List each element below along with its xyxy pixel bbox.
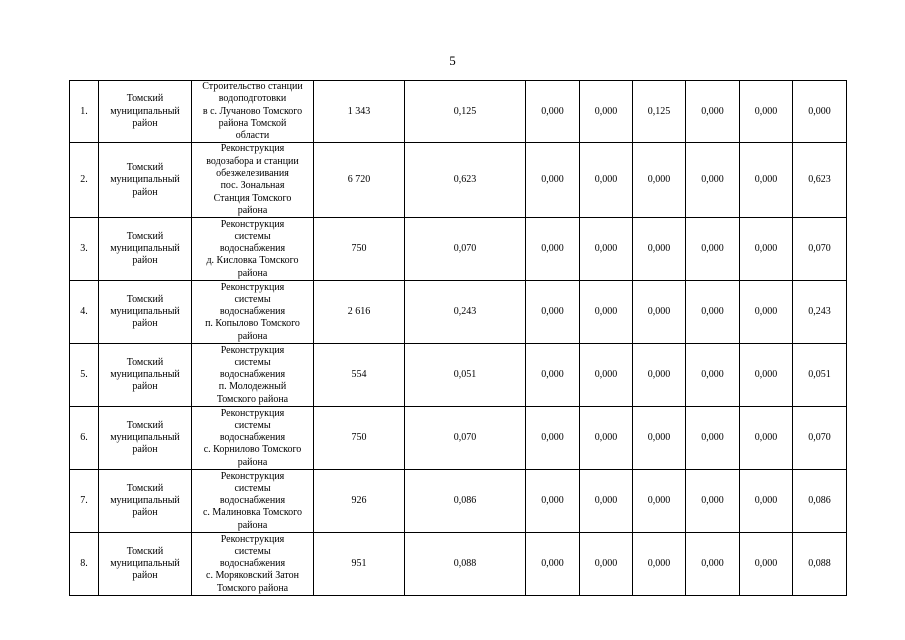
description-line: водоснабжения — [219, 432, 286, 444]
description-line: района — [237, 456, 268, 468]
table-row — [70, 407, 847, 470]
value-cell: 0,000 — [740, 407, 793, 470]
value-cell: 0,000 — [526, 470, 580, 533]
table-row — [70, 470, 847, 533]
description-line: системы — [234, 482, 271, 494]
data-table — [69, 80, 847, 596]
description-line: Томского района — [216, 393, 289, 405]
description-line: с. Моряковский Затон — [206, 570, 299, 582]
description-line: района Томской — [218, 117, 287, 129]
value-cell: 0,000 — [580, 81, 633, 143]
table-row — [70, 143, 847, 218]
row-index: 7. — [70, 470, 99, 533]
table-body — [70, 81, 847, 596]
description-line: Томского района — [216, 582, 289, 594]
district-line: район — [132, 381, 158, 393]
value-cell: 0,000 — [740, 344, 793, 407]
description-line: Реконструкция — [220, 143, 285, 155]
value-cell: 0,000 — [686, 470, 740, 533]
value-cell: 750 — [314, 407, 405, 470]
description-line: водозабора и станции — [206, 155, 299, 167]
table-row — [70, 81, 847, 143]
value-cell: 0,070 — [405, 407, 526, 470]
row-index: 4. — [70, 281, 99, 344]
district-line: район — [132, 570, 158, 582]
district-line: район — [132, 444, 158, 456]
value-cell: 0,000 — [686, 218, 740, 281]
row-index: 5. — [70, 344, 99, 407]
value-cell: 0,000 — [526, 281, 580, 344]
value-cell: 0,000 — [526, 407, 580, 470]
value-cell: 0,623 — [405, 143, 526, 218]
value-cell: 0,000 — [740, 533, 793, 596]
value-cell: 0,000 — [580, 533, 633, 596]
description-line: с. Малиновка Томского — [202, 507, 303, 519]
district-cell — [99, 143, 192, 218]
value-cell: 0,623 — [793, 143, 847, 218]
district-line: муниципальный — [110, 558, 180, 570]
value-cell: 0,000 — [686, 281, 740, 344]
district-line: Томский — [126, 230, 164, 242]
project-description-cell — [192, 533, 314, 596]
value-cell: 0,051 — [405, 344, 526, 407]
description-line: водоснабжения — [219, 495, 286, 507]
value-cell: 6 720 — [314, 143, 405, 218]
district-cell — [99, 218, 192, 281]
project-description-cell — [192, 81, 314, 143]
value-cell: 0,000 — [633, 533, 686, 596]
value-cell: 0,125 — [405, 81, 526, 143]
value-cell: 0,125 — [633, 81, 686, 143]
description-line: Реконструкция — [220, 470, 285, 482]
project-description-cell — [192, 470, 314, 533]
project-description-cell — [192, 344, 314, 407]
district-line: Томский — [126, 356, 164, 368]
description-line: водоснабжения — [219, 306, 286, 318]
description-line: системы — [234, 356, 271, 368]
description-line: района — [237, 204, 268, 216]
value-cell: 0,088 — [793, 533, 847, 596]
value-cell: 750 — [314, 218, 405, 281]
description-line: обезжелезивания — [216, 168, 289, 180]
value-cell: 0,000 — [526, 143, 580, 218]
project-description-cell — [192, 143, 314, 218]
value-cell: 0,000 — [633, 218, 686, 281]
description-line: Реконструкция — [220, 218, 285, 230]
value-cell: 0,000 — [580, 281, 633, 344]
description-line: области — [235, 130, 270, 142]
value-cell: 951 — [314, 533, 405, 596]
page-number: 5 — [449, 53, 456, 68]
value-cell: 2 616 — [314, 281, 405, 344]
value-cell: 0,086 — [793, 470, 847, 533]
value-cell: 0,000 — [526, 533, 580, 596]
value-cell: 0,070 — [793, 407, 847, 470]
row-index: 6. — [70, 407, 99, 470]
value-cell: 0,000 — [740, 81, 793, 143]
value-cell: 0,000 — [526, 344, 580, 407]
district-line: район — [132, 507, 158, 519]
value-cell: 0,086 — [405, 470, 526, 533]
district-cell — [99, 407, 192, 470]
project-description-cell — [192, 407, 314, 470]
value-cell: 0,000 — [686, 344, 740, 407]
value-cell: 0,000 — [686, 143, 740, 218]
value-cell: 0,070 — [793, 218, 847, 281]
table-row — [70, 344, 847, 407]
district-cell — [99, 81, 192, 143]
district-line: муниципальный — [110, 174, 180, 186]
row-index: 1. — [70, 81, 99, 143]
value-cell: 0,000 — [793, 81, 847, 143]
description-line: Реконструкция — [220, 281, 285, 293]
value-cell: 0,000 — [740, 143, 793, 218]
value-cell: 0,000 — [686, 81, 740, 143]
description-line: водоснабжения — [219, 558, 286, 570]
description-line: района — [237, 330, 268, 342]
district-line: муниципальный — [110, 369, 180, 381]
value-cell: 0,000 — [686, 533, 740, 596]
value-cell: 0,000 — [580, 470, 633, 533]
value-cell: 0,243 — [405, 281, 526, 344]
district-line: муниципальный — [110, 432, 180, 444]
value-cell: 0,000 — [633, 143, 686, 218]
value-cell: 0,000 — [633, 281, 686, 344]
value-cell: 0,000 — [580, 143, 633, 218]
district-line: муниципальный — [110, 105, 180, 117]
description-line: Станция Томского — [213, 192, 292, 204]
description-line: водоснабжения — [219, 243, 286, 255]
description-line: пос. Зональная — [220, 180, 285, 192]
value-cell: 0,051 — [793, 344, 847, 407]
description-line: водоподготовки — [218, 93, 287, 105]
description-line: п. Молодежный — [218, 381, 287, 393]
district-line: муниципальный — [110, 306, 180, 318]
district-cell — [99, 470, 192, 533]
district-cell — [99, 281, 192, 344]
row-index: 8. — [70, 533, 99, 596]
district-line: район — [132, 117, 158, 129]
description-line: с. Корнилово Томского — [203, 444, 302, 456]
description-line: д. Кисловка Томского — [206, 255, 299, 267]
value-cell: 0,000 — [740, 470, 793, 533]
table-row — [70, 281, 847, 344]
value-cell: 554 — [314, 344, 405, 407]
district-line: муниципальный — [110, 243, 180, 255]
value-cell: 0,243 — [793, 281, 847, 344]
value-cell: 0,000 — [580, 344, 633, 407]
description-line: Реконструкция — [220, 344, 285, 356]
description-line: системы — [234, 230, 271, 242]
description-line: Строительство станции — [202, 81, 303, 92]
value-cell: 0,000 — [526, 81, 580, 143]
description-line: района — [237, 519, 268, 531]
value-cell: 0,000 — [526, 218, 580, 281]
value-cell: 0,000 — [686, 407, 740, 470]
value-cell: 0,000 — [633, 407, 686, 470]
value-cell: 0,088 — [405, 533, 526, 596]
table-row — [70, 533, 847, 596]
district-line: район — [132, 186, 158, 198]
project-description-cell — [192, 281, 314, 344]
description-line: водоснабжения — [219, 369, 286, 381]
description-line: Реконструкция — [220, 533, 285, 545]
row-index: 2. — [70, 143, 99, 218]
district-line: Томский — [126, 161, 164, 173]
district-line: Томский — [126, 419, 164, 431]
value-cell: 0,070 — [405, 218, 526, 281]
district-line: Томский — [126, 293, 164, 305]
description-line: системы — [234, 545, 271, 557]
value-cell: 0,000 — [633, 470, 686, 533]
value-cell: 926 — [314, 470, 405, 533]
value-cell: 0,000 — [580, 218, 633, 281]
value-cell: 1 343 — [314, 81, 405, 143]
district-line: район — [132, 318, 158, 330]
district-line: муниципальный — [110, 495, 180, 507]
value-cell: 0,000 — [740, 281, 793, 344]
description-line: в с. Лучаново Томского — [202, 105, 303, 117]
value-cell: 0,000 — [580, 407, 633, 470]
district-line: Томский — [126, 482, 164, 494]
description-line: Реконструкция — [220, 407, 285, 419]
project-description-cell — [192, 218, 314, 281]
row-index: 3. — [70, 218, 99, 281]
district-line: район — [132, 255, 158, 267]
description-line: системы — [234, 419, 271, 431]
value-cell: 0,000 — [740, 218, 793, 281]
description-line: района — [237, 267, 268, 279]
district-cell — [99, 344, 192, 407]
description-line: п. Копылово Томского — [205, 318, 300, 330]
district-line: Томский — [126, 545, 164, 557]
description-line: системы — [234, 293, 271, 305]
district-line: Томский — [126, 93, 164, 105]
district-cell — [99, 533, 192, 596]
value-cell: 0,000 — [633, 344, 686, 407]
table-row — [70, 218, 847, 281]
